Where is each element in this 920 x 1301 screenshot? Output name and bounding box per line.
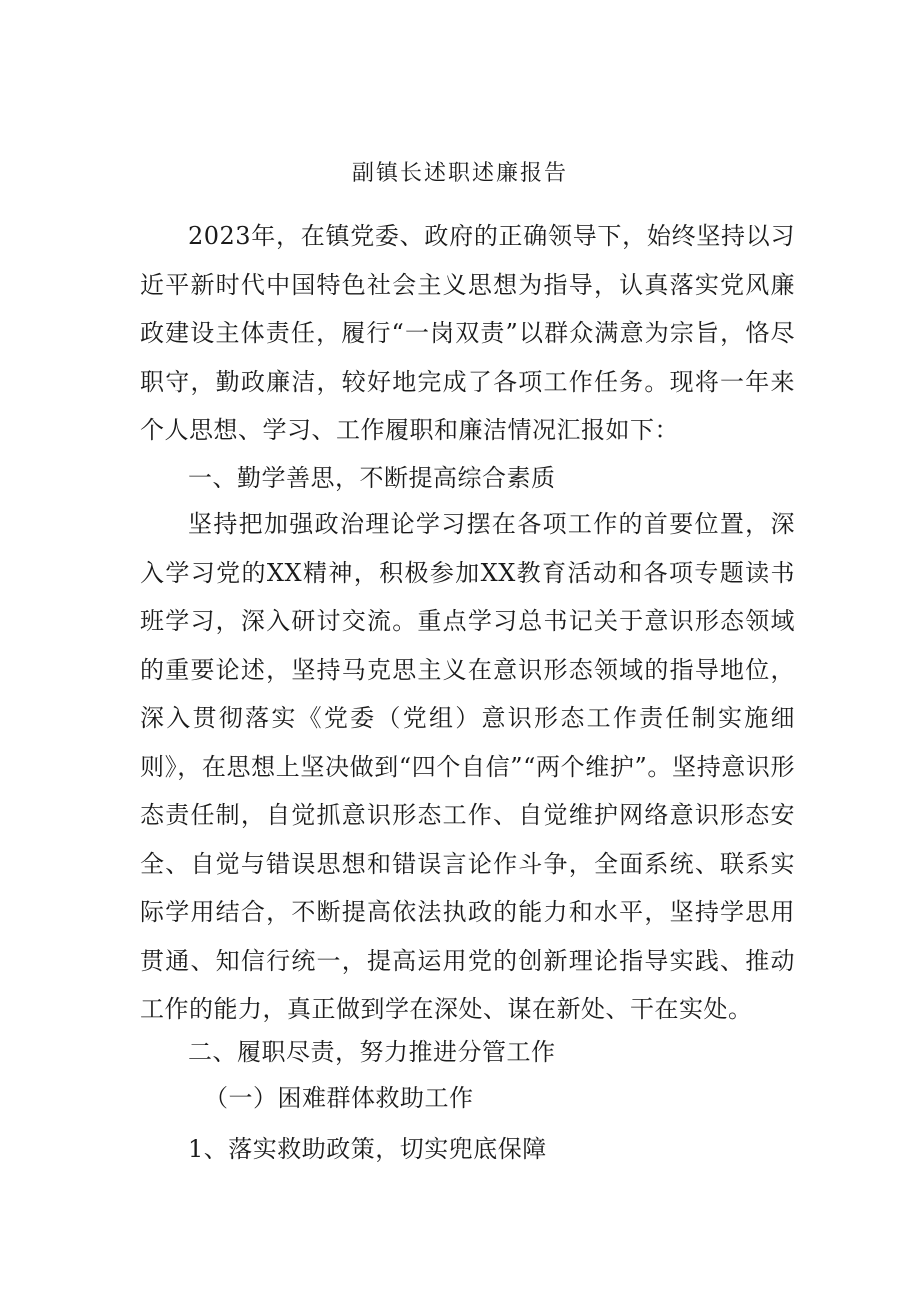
document-title: 副镇长述职述廉报告 <box>351 161 568 186</box>
section-heading-2: 二、履职尽责，努力推进分管工作 <box>188 1038 556 1066</box>
subsection-heading-1: （一）困难群体救助工作 <box>204 1084 474 1112</box>
section-heading-1: 一、勤学善思，不断提高综合素质 <box>188 464 556 492</box>
section-1-paragraph: 坚持把加强政治理论学习摆在各项工作的首要位置，深入学习党的XX精神，积极参加XX教育活动和各项专题读书班学习，深入研讨交流。重点学习总书记关于意识形态领域的重要论述，坚持马克思主义在意识形态领域的指导地位，深入贯彻落实《党委（党组）意识形态工作责任制实施细则》，在思想上坚决做到“四个自信”“两个维护”。坚持意识形态责任制，自觉抓意识形态工作、自觉维护网络意识形态安全、自觉与错误思想和错误言论作斗争，全面系统、联系实际学用结合，不断提高依法执政的能力和水平，坚持学思用贯通、知信行统一，提高运用党的创新理论指导实践、推动工作的能力，真正做到学在深处、谋在新处、干在实处。 <box>140 510 795 1023</box>
item-heading-1: 1、落实救助政策，切实兜底保障 <box>188 1135 547 1163</box>
intro-paragraph: 2023年，在镇党委、政府的正确领导下，始终坚持以习近平新时代中国特色社会主义思想为指导，认真落实党风廉政建设主体责任，履行“一岗双责”以群众满意为宗旨，恪尽职守，勤政廉洁，较好地完成了各项工作任务。现将一年来个人思想、学习、工作履职和廉洁情况汇报如下： <box>140 222 795 444</box>
